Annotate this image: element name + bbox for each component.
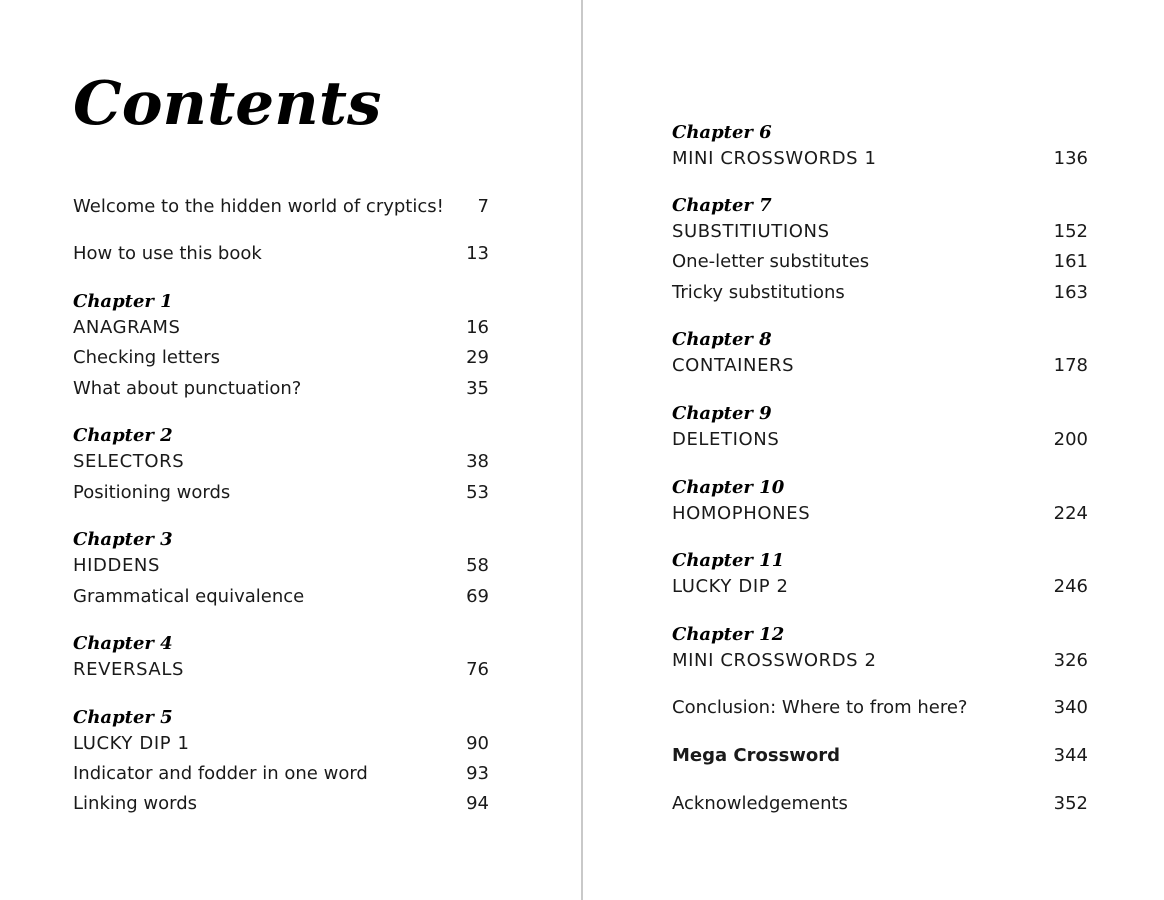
entry-page-number: 344 [1053,745,1088,766]
toc-entry-punctuation[interactable] [73,376,489,402]
chapter-heading-6: Chapter 6 [672,122,772,143]
toc-entry-homophones[interactable] [672,501,1088,527]
toc-entry-linking-words[interactable] [73,791,489,817]
entry-page-number: 152 [1053,221,1088,242]
toc-entry-acknowledgements[interactable] [672,791,1088,817]
toc-entry-mini-crosswords-1[interactable] [672,146,1088,172]
entry-page-number: 246 [1053,576,1088,597]
toc-entry-how-to-use[interactable] [73,241,489,267]
entry-page-number: 200 [1053,429,1088,450]
toc-entry-selectors[interactable] [73,449,489,475]
entry-page-number: 16 [466,317,489,338]
entry-label: CONTAINERS [672,355,795,376]
entry-page-number: 224 [1053,503,1088,524]
entry-label: Checking letters [73,347,220,368]
entry-label: ANAGRAMS [73,317,181,338]
chapter-heading-3: Chapter 3 [73,529,173,550]
entry-label: SELECTORS [73,451,185,472]
toc-entry-welcome[interactable] [73,194,489,220]
entry-page-number: 94 [466,793,489,814]
toc-entry-hiddens[interactable] [73,553,489,579]
entry-label: Linking words [73,793,198,814]
entry-page-number: 29 [466,347,489,368]
entry-label: How to use this book [73,243,262,264]
entry-page-number: 161 [1053,251,1088,272]
left-page [0,0,581,900]
page-title: Contents [73,69,382,139]
entry-page-number: 163 [1053,282,1088,303]
entry-page-number: 38 [466,451,489,472]
chapter-heading-12: Chapter 12 [672,624,785,645]
entry-page-number: 7 [477,196,489,217]
entry-page-number: 93 [466,763,489,784]
chapter-heading-11: Chapter 11 [672,550,785,571]
toc-entry-one-letter-substitutes[interactable] [672,249,1088,275]
entry-label: REVERSALS [73,659,185,680]
entry-label: Positioning words [73,482,231,503]
entry-label: Acknowledgements [672,793,848,814]
toc-entry-reversals[interactable] [73,657,489,683]
toc-entry-containers[interactable] [672,353,1088,379]
chapter-heading-5: Chapter 5 [73,707,173,728]
entry-page-number: 90 [466,733,489,754]
entry-page-number: 352 [1053,793,1088,814]
toc-entry-positioning-words[interactable] [73,480,489,506]
toc-entry-indicator-fodder[interactable] [73,761,489,787]
chapter-heading-7: Chapter 7 [672,195,772,216]
entry-label: DELETIONS [672,429,780,450]
entry-page-number: 35 [466,378,489,399]
toc-entry-substitutions[interactable] [672,219,1088,245]
entry-page-number: 76 [466,659,489,680]
entry-label: MINI CROSSWORDS 2 [672,650,877,671]
toc-entry-anagrams[interactable] [73,315,489,341]
entry-label: Conclusion: Where to from here? [672,697,968,718]
toc-entry-lucky-dip-1[interactable] [73,731,489,757]
toc-entry-conclusion[interactable] [672,695,1088,721]
entry-label: One-letter substitutes [672,251,870,272]
entry-page-number: 69 [466,586,489,607]
toc-entry-mini-crosswords-2[interactable] [672,648,1088,674]
chapter-heading-9: Chapter 9 [672,403,772,424]
chapter-heading-1: Chapter 1 [73,291,173,312]
entry-label: LUCKY DIP 1 [73,733,190,754]
entry-label: Indicator and fodder in one word [73,763,368,784]
entry-label: HIDDENS [73,555,161,576]
entry-label: SUBSTITIUTIONS [672,221,830,242]
chapter-heading-8: Chapter 8 [672,329,772,350]
entry-label: What about punctuation? [73,378,302,399]
chapter-heading-4: Chapter 4 [73,633,173,654]
chapter-heading-2: Chapter 2 [73,425,173,446]
toc-entry-checking-letters[interactable] [73,345,489,371]
entry-page-number: 58 [466,555,489,576]
entry-page-number: 136 [1053,148,1088,169]
entry-page-number: 178 [1053,355,1088,376]
entry-label: Tricky substitutions [672,282,845,303]
entry-page-number: 13 [466,243,489,264]
right-page [583,0,1164,900]
entry-page-number: 340 [1053,697,1088,718]
entry-page-number: 53 [466,482,489,503]
chapter-heading-10: Chapter 10 [672,477,785,498]
entry-label: MINI CROSSWORDS 1 [672,148,877,169]
toc-entry-tricky-substitutions[interactable] [672,280,1088,306]
toc-entry-lucky-dip-2[interactable] [672,574,1088,600]
toc-entry-deletions[interactable] [672,427,1088,453]
entry-label: Welcome to the hidden world of cryptics! [73,196,444,217]
entry-label: HOMOPHONES [672,503,811,524]
entry-label: Mega Crossword [672,745,841,766]
toc-entry-grammatical-equivalence[interactable] [73,584,489,610]
entry-label: Grammatical equivalence [73,586,305,607]
entry-page-number: 326 [1053,650,1088,671]
entry-label: LUCKY DIP 2 [672,576,789,597]
toc-entry-mega-crossword[interactable] [672,743,1088,769]
